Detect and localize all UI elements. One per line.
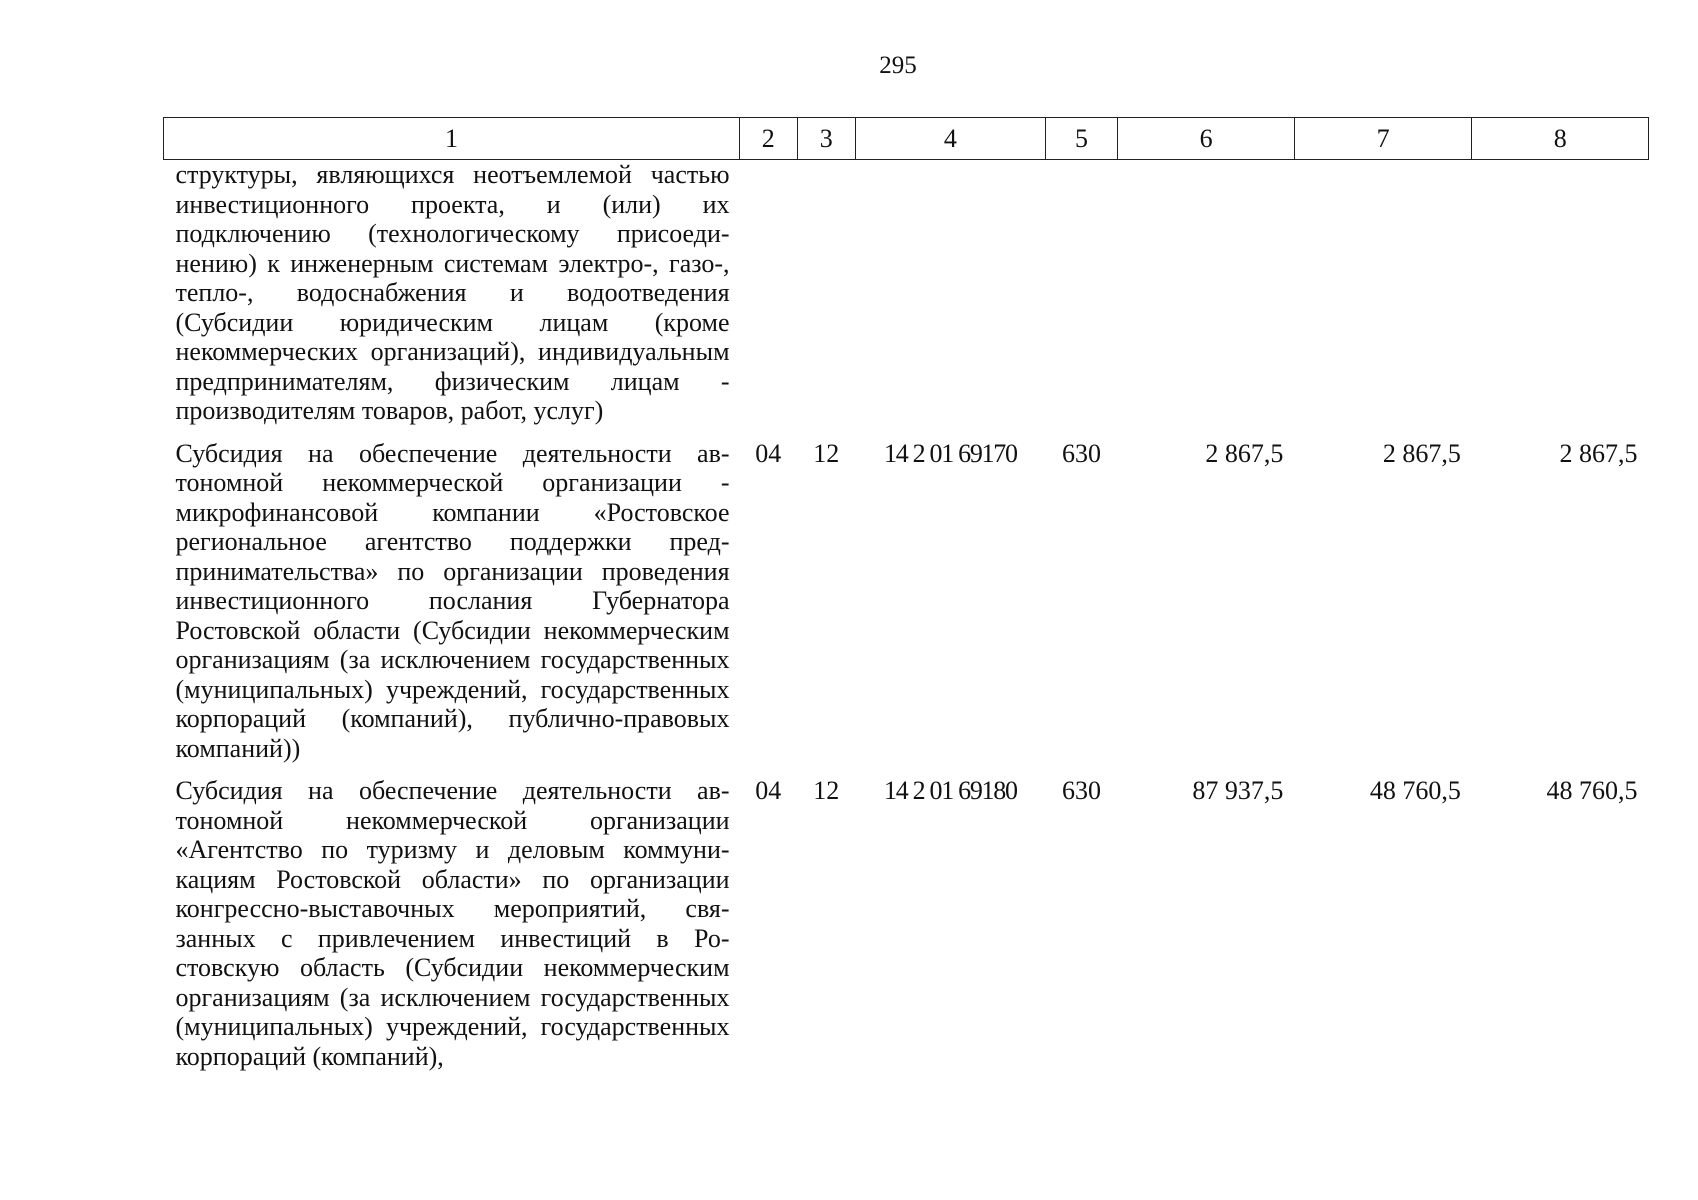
cell-amount-col8: 48 760,5 bbox=[1546, 776, 1638, 805]
column-header-2: 2 bbox=[740, 118, 798, 160]
cell-amount-col7 bbox=[1294, 160, 1472, 439]
cell-target-code bbox=[856, 160, 1046, 439]
column-header-4: 4 bbox=[856, 118, 1046, 160]
cell-amount-col6 bbox=[1118, 160, 1295, 439]
column-header-7: 7 bbox=[1294, 118, 1472, 160]
table-row bbox=[164, 160, 1649, 439]
column-header-3: 3 bbox=[797, 118, 856, 160]
cell-amount-col6: 2 867,5 bbox=[1205, 438, 1284, 468]
column-header-8: 8 bbox=[1472, 118, 1649, 160]
column-header-5: 5 bbox=[1045, 118, 1118, 160]
cell-amount-col8 bbox=[1472, 160, 1649, 439]
row-description: Субсидия на обеспечение деятельности автономной некоммерческой организации - микрофинансовой компании «Ростовское региональное агентство поддержки предпринимательства» по организации проведения инвестиционного послания Губернатора Ростовской области (Субсидии некоммерческим организациям (за исключением государственных (муниципальных) учреждений, государственных корпораций (компаний), публично-правовых компаний)) bbox=[175, 438, 730, 763]
table-row bbox=[164, 439, 1649, 777]
cell-amount-col6: 87 937,5 bbox=[1192, 776, 1284, 805]
cell-subsection: 12 bbox=[813, 438, 840, 468]
cell-section: 04 bbox=[755, 438, 782, 468]
table-row bbox=[164, 776, 1649, 1084]
cell-target-code: 14 2 01 69180 bbox=[884, 776, 1017, 805]
cell-amount-col7: 48 760,5 bbox=[1369, 776, 1461, 805]
cell-expense-type bbox=[1045, 160, 1118, 439]
cell-expense-type: 630 bbox=[1062, 776, 1101, 805]
header-row bbox=[164, 118, 1649, 160]
cell-target-code: 14 2 01 69170 bbox=[884, 438, 1017, 468]
cell-expense-type: 630 bbox=[1062, 438, 1101, 468]
row-description: Субсидия на обеспечение деятельности автономной некоммерческой организации «Агентство по туризму и деловым коммуникациям Ростовской области» по организации конгрессно-выставочных мероприятий, связанных с привлечением инвестиций в Ростовскую область (Субсидии некоммерческим организациям (за исключением государственных (муниципальных) учреждений, государственных корпораций (компаний), bbox=[175, 776, 730, 1071]
budget-table bbox=[163, 117, 1649, 1084]
row-description: структуры, являющихся неотъемлемой частью инвестиционного проекта, и (или) их подключению (технологическому присоединению) к инженерным системам электро-, газо-, тепло-, водоснабжения и водоотведения (Субсидии юридическим лицам (кроме некоммерческих организаций), индивидуальным предпринимателям, физическим лицам - производителям товаров, работ, услуг) bbox=[175, 160, 730, 425]
cell-section: 04 bbox=[755, 776, 782, 805]
cell-subsection bbox=[797, 160, 856, 439]
cell-section bbox=[740, 160, 798, 439]
cell-amount-col7: 2 867,5 bbox=[1382, 438, 1461, 468]
cell-amount-col8: 2 867,5 bbox=[1559, 438, 1638, 468]
column-header-1: 1 bbox=[164, 118, 740, 160]
cell-subsection: 12 bbox=[813, 776, 840, 805]
column-header-6: 6 bbox=[1118, 118, 1295, 160]
page-number: 295 bbox=[879, 52, 917, 79]
